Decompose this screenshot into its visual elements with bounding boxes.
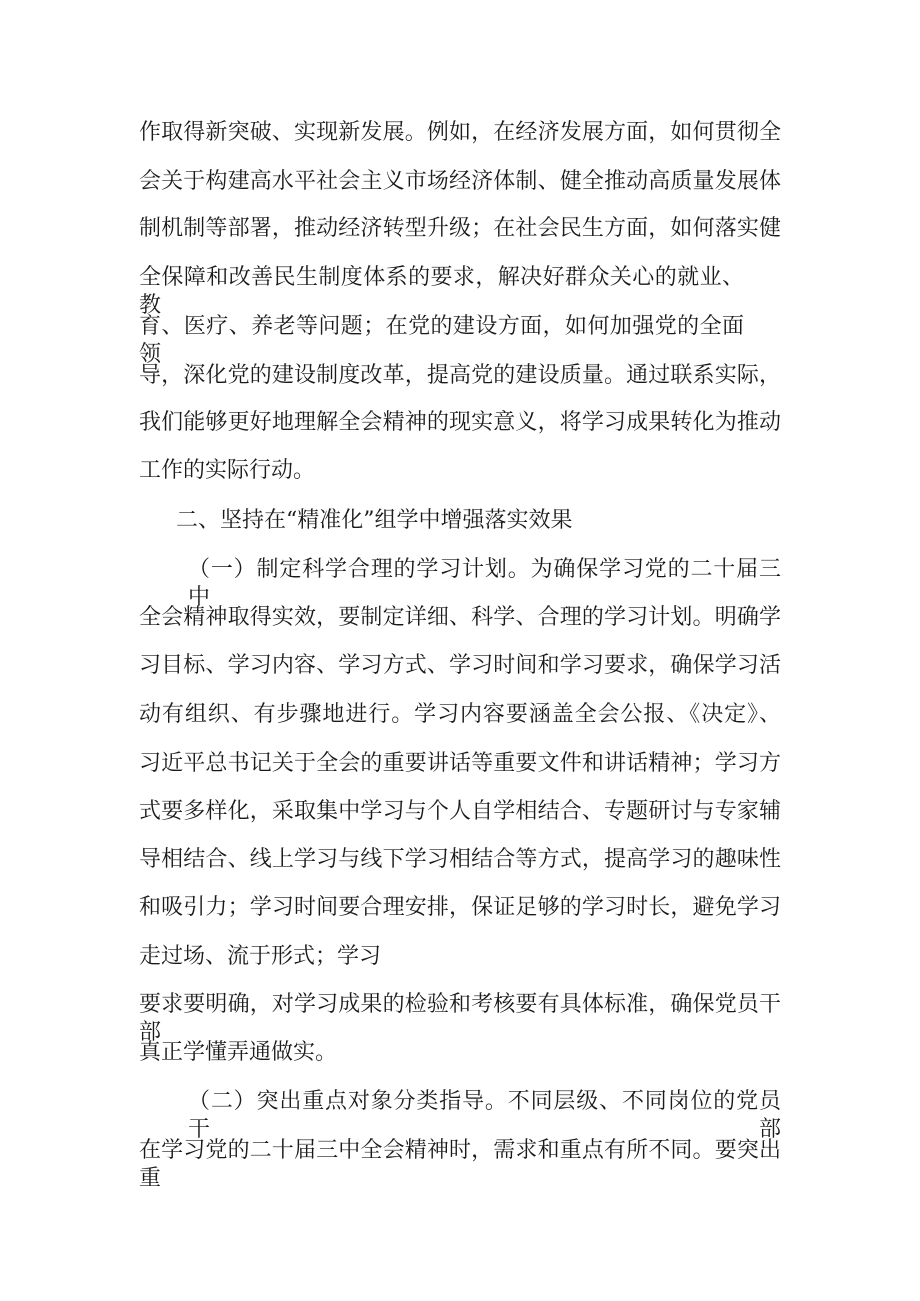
paragraph-line-4: 全保障和改善民生制度体系的要求，解决好群众关心的就业、教 xyxy=(139,265,744,318)
paragraph-line-3: 制机制等部署，推动经济转型升级；在社会民生方面，如何落实健 xyxy=(139,216,781,241)
paragraph-line-22: 在学习党的二十届三中全会精神时，需求和重点有所不同。要突出重 xyxy=(139,1138,781,1191)
paragraph-line-15: 式要多样化，采取集中学习与个人自学相结合、专题研讨与专家辅 xyxy=(139,799,781,824)
paragraph-line-10: （一）制定科学合理的学习计划。为确保学习党的二十届三中 xyxy=(188,557,781,610)
paragraph-line-13: 动有组织、有步骤地进行。学习内容要涵盖全会公报、《决定》、 xyxy=(139,702,781,727)
paragraph-line-1: 作取得新突破、实现新发展。例如，在经济发展方面，如何贯彻全 xyxy=(139,120,781,145)
paragraph-line-12: 习目标、学习内容、学习方式、学习时间和学习要求，确保学习活 xyxy=(139,653,781,678)
paragraph-line-14: 习近平总书记关于全会的重要讲话等重要文件和讲话精神；学习方 xyxy=(139,751,781,776)
section-heading: 二、坚持在“精准化”组学中增强落实效果 xyxy=(176,508,573,533)
paragraph-line-19: 要求要明确，对学习成果的检验和考核要有具体标准，确保党员干部 xyxy=(139,992,781,1045)
paragraph-line-21: （二）突出重点对象分类指导。不同层级、不同岗位的党员干部 xyxy=(188,1089,781,1142)
paragraph-line-16: 导相结合、线上学习与线下学习相结合等方式，提高学习的趣味性 xyxy=(139,847,781,872)
paragraph-line-7: 我们能够更好地理解全会精神的现实意义，将学习成果转化为推动 xyxy=(139,410,781,435)
paragraph-line-18: 走过场、流于形式；学习 xyxy=(139,944,382,969)
paragraph-line-11: 全会精神取得实效，要制定详细、科学、合理的学习计划。明确学 xyxy=(139,605,781,630)
paragraph-line-2: 会关于构建高水平社会主义市场经济体制、健全推动高质量发展体 xyxy=(139,169,781,194)
paragraph-line-20: 真正学懂弄通做实。 xyxy=(139,1040,338,1065)
paragraph-line-17: 和吸引力；学习时间要合理安排，保证足够的学习时长，避免学习 xyxy=(139,895,781,920)
paragraph-line-8: 工作的实际行动。 xyxy=(139,458,316,483)
paragraph-line-6: 导，深化党的建设制度改革，提高党的建设质量。通过联系实际， xyxy=(139,363,781,388)
paragraph-line-5: 育、医疗、养老等问题；在党的建设方面，如何加强党的全面领 xyxy=(139,314,744,367)
